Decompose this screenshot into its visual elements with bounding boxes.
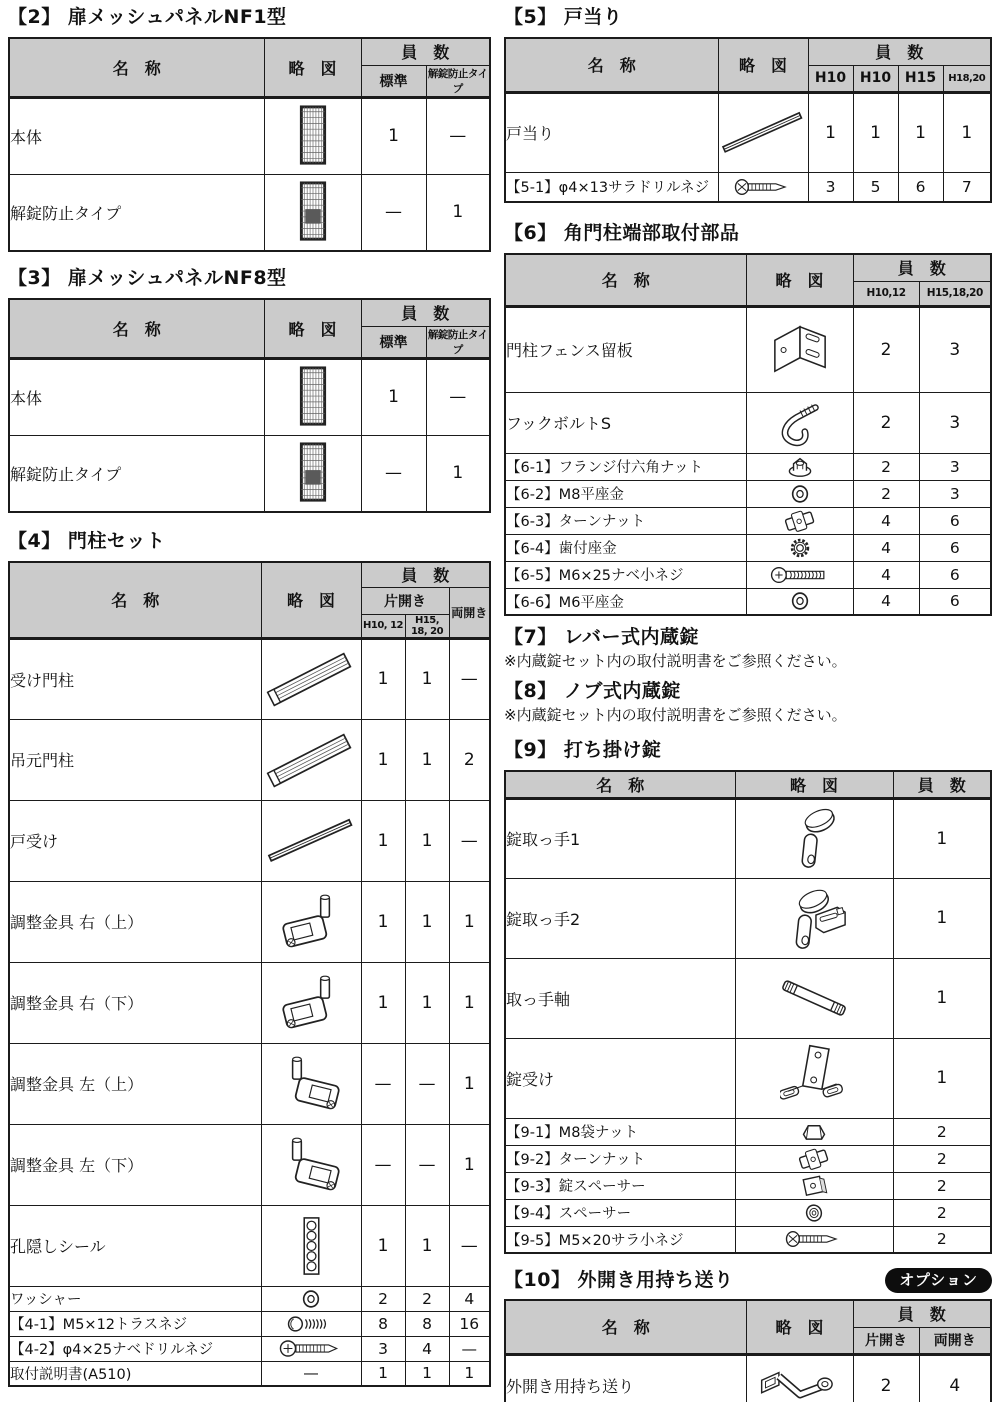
part-name: 【4-1】M5×12トラスネジ: [9, 1311, 261, 1336]
table-row: [9, 800, 490, 881]
qty-cell: 1: [405, 800, 449, 881]
part-name: 錠取っ手2: [505, 878, 735, 958]
part-name: 【9-4】スペーサー: [505, 1199, 735, 1226]
part-name: 戸受け: [9, 800, 261, 881]
qty-cell: 5: [853, 172, 898, 202]
part-name: 調整金具 右（上）: [9, 881, 261, 962]
parts-table-cornerpost: [504, 253, 992, 616]
part-name: 門柱フェンス留板: [505, 306, 746, 392]
col-header-diagram: 略 図: [264, 38, 361, 97]
lock-handle-1-icon: [735, 798, 893, 878]
col-header-h10a: H10: [808, 65, 853, 92]
section-7-title: 【7】 レバー式内蔵錠: [504, 626, 700, 648]
section-5-title: 【5】 戸当り: [504, 6, 623, 28]
table-row: [9, 1361, 490, 1386]
table-row: [9, 1286, 490, 1311]
qty-cell: 1: [449, 881, 490, 962]
qty-cell: —: [361, 1124, 405, 1205]
carry-arm-icon: [746, 1354, 853, 1402]
col-header-qty: 員 数: [361, 299, 490, 326]
header-row: [505, 38, 991, 65]
qty-cell: 1: [361, 358, 426, 435]
table-row: [9, 174, 490, 251]
qty-cell: 1: [405, 1361, 449, 1386]
qty-cell: 4: [919, 1354, 991, 1402]
section-6-title: 【6】 角門柱端部取付部品: [504, 222, 740, 244]
left-column: [8, 4, 491, 1387]
qty-cell: 1: [405, 962, 449, 1043]
col-header-h10-12: H10,12: [853, 281, 919, 306]
qty-cell: 1: [361, 97, 426, 174]
part-name: フックボルトS: [505, 392, 746, 453]
col-header-h15-18-20: H15, 18, 20: [405, 614, 449, 638]
section-4-title: 【4】 門柱セット: [8, 530, 166, 552]
col-header-name: 名 称: [9, 38, 264, 97]
table-row: [505, 1226, 991, 1253]
part-name: 孔隠しシール: [9, 1205, 261, 1286]
qty-cell: 6: [898, 172, 943, 202]
qty-cell: 6: [919, 507, 991, 534]
table-row: [9, 638, 490, 719]
qty-cell: 2: [853, 1354, 919, 1402]
section-8-title: 【8】 ノブ式内蔵錠: [504, 680, 681, 702]
qty-cell: 4: [853, 534, 919, 561]
col-header-qty: 員 数: [893, 771, 991, 798]
table-row: [505, 534, 991, 561]
col-header-h10b: H10: [853, 65, 898, 92]
flat-washer-icon: [746, 588, 853, 615]
qty-cell: 6: [919, 561, 991, 588]
qty-cell: —: [426, 97, 490, 174]
part-name: 【6-4】歯付座金: [505, 534, 746, 561]
qty-cell: 1: [943, 92, 991, 172]
header-row: [505, 254, 991, 281]
qty-cell: 1: [361, 1205, 405, 1286]
square-post-icon: [261, 719, 361, 800]
table-row: [505, 92, 991, 172]
qty-cell: 3: [919, 453, 991, 480]
flat-washer-icon: [746, 480, 853, 507]
qty-cell: 1: [449, 962, 490, 1043]
col-header-qty: 員 数: [853, 1300, 991, 1327]
qty-cell: 3: [808, 172, 853, 202]
col-header-qty: 員 数: [361, 38, 490, 65]
part-name: 錠取っ手1: [505, 798, 735, 878]
qty-cell: —: [449, 638, 490, 719]
qty-cell: 1: [426, 435, 490, 512]
part-name: ワッシャー: [9, 1286, 261, 1311]
table-row: [9, 962, 490, 1043]
section-3-title: 【3】 扉メッシュパネルNF8型: [8, 267, 287, 289]
qty-cell: —: [405, 1124, 449, 1205]
table-row: [9, 1124, 490, 1205]
qty-cell: —: [361, 435, 426, 512]
qty-cell: 6: [919, 534, 991, 561]
table-row: [505, 1145, 991, 1172]
qty-cell: 3: [919, 392, 991, 453]
part-name: 【9-1】M8袋ナット: [505, 1118, 735, 1145]
col-header-single: 片開き: [361, 587, 449, 614]
table-row: [505, 453, 991, 480]
qty-cell: —: [449, 1205, 490, 1286]
parts-table-doorstop: [504, 37, 992, 203]
handle-shaft-icon: [735, 958, 893, 1038]
qty-cell: 1: [361, 881, 405, 962]
table-row: [9, 1311, 490, 1336]
col-header-qty: 員 数: [808, 38, 991, 65]
col-header-diagram: 略 図: [746, 254, 853, 306]
square-spacer-icon: [735, 1172, 893, 1199]
col-header-diagram: 略 図: [718, 38, 808, 92]
no-diagram-dash: —: [261, 1361, 361, 1386]
col-header-diagram: 略 図: [746, 1300, 853, 1354]
table-row: [9, 881, 490, 962]
table-row: [505, 1354, 991, 1402]
square-post-icon: [261, 638, 361, 719]
table-row: [505, 392, 991, 453]
section-10-title: 【10】 外開き用持ち送り: [504, 1269, 734, 1291]
pan-screw-icon: [746, 561, 853, 588]
table-row: [9, 719, 490, 800]
table-row: [505, 561, 991, 588]
qty-cell: 4: [853, 561, 919, 588]
table-row: [505, 588, 991, 615]
qty-cell: 1: [449, 1124, 490, 1205]
col-header-h10-12: H10, 12: [361, 614, 405, 638]
section-7-note: ※内蔵錠セット内の取付説明書をご参照ください。: [504, 652, 847, 670]
part-name: 吊元門柱: [9, 719, 261, 800]
qty-cell: 3: [919, 480, 991, 507]
section-9-title: 【9】 打ち掛け錠: [504, 739, 662, 761]
qty-cell: 1: [361, 1361, 405, 1386]
parts-table-gatepost: [8, 561, 491, 1387]
table-row: [9, 435, 490, 512]
qty-cell: 2: [893, 1145, 991, 1172]
col-header-name: 名 称: [505, 771, 735, 798]
part-name: 解錠防止タイプ: [9, 435, 264, 512]
header-row: [9, 38, 490, 65]
parts-table-nf1: [8, 37, 491, 252]
part-name: 受け門柱: [9, 638, 261, 719]
table-row: [9, 358, 490, 435]
adjust-bracket-left-icon: [261, 1124, 361, 1205]
header-row: [9, 562, 490, 587]
section-8-note: ※内蔵錠セット内の取付説明書をご参照ください。: [504, 706, 847, 724]
qty-cell: 1: [426, 174, 490, 251]
qty-cell: —: [449, 1336, 490, 1361]
col-header-h15-18-20: H15,18,20: [919, 281, 991, 306]
col-header-name: 名 称: [9, 562, 261, 638]
cap-nut-icon: [735, 1118, 893, 1145]
part-name: 【6-2】M8平座金: [505, 480, 746, 507]
qty-cell: 2: [853, 480, 919, 507]
qty-cell: 2: [893, 1226, 991, 1253]
table-row: [505, 172, 991, 202]
thin-rail-icon: [718, 92, 808, 172]
part-name: 調整金具 右（下）: [9, 962, 261, 1043]
adjust-bracket-left-icon: [261, 1043, 361, 1124]
qty-cell: 2: [405, 1286, 449, 1311]
table-row: [505, 1118, 991, 1145]
qty-cell: 2: [361, 1286, 405, 1311]
parts-table-outswing: [504, 1299, 992, 1402]
part-name: 【4-2】φ4×25ナベドリルネジ: [9, 1336, 261, 1361]
table-row: [505, 480, 991, 507]
qty-cell: —: [426, 358, 490, 435]
angle-plate-icon: [746, 306, 853, 392]
adjust-bracket-right-icon: [261, 962, 361, 1043]
part-name: 錠受け: [505, 1038, 735, 1118]
col-header-diagram: 略 図: [261, 562, 361, 638]
qty-cell: 3: [919, 306, 991, 392]
table-row: [505, 1038, 991, 1118]
parts-table-nf8: [8, 298, 491, 513]
qty-cell: 1: [405, 881, 449, 962]
table-row: [9, 1336, 490, 1361]
table-row: [505, 878, 991, 958]
qty-cell: 2: [449, 719, 490, 800]
washer-icon: [261, 1286, 361, 1311]
qty-cell: 1: [361, 638, 405, 719]
qty-cell: 16: [449, 1311, 490, 1336]
parts-table-latchlock: [504, 770, 992, 1254]
part-name: 【9-5】M5×20サラ小ネジ: [505, 1226, 735, 1253]
qty-cell: 2: [853, 392, 919, 453]
part-name: 本体: [9, 97, 264, 174]
mesh-panel-dark-icon: [264, 174, 361, 251]
qty-cell: 8: [361, 1311, 405, 1336]
qty-cell: 1: [361, 962, 405, 1043]
col-header-diagram: 略 図: [264, 299, 361, 358]
qty-cell: —: [449, 800, 490, 881]
header-row: [505, 771, 991, 798]
col-header-standard: 標準: [361, 326, 426, 358]
table-row: [9, 97, 490, 174]
part-name: 本体: [9, 358, 264, 435]
mesh-panel-icon: [264, 97, 361, 174]
mesh-panel-icon: [264, 358, 361, 435]
qty-cell: 4: [853, 507, 919, 534]
part-name: 【9-3】錠スペーサー: [505, 1172, 735, 1199]
qty-cell: 8: [405, 1311, 449, 1336]
sara-drill-screw-icon: [718, 172, 808, 202]
col-header-h15: H15: [898, 65, 943, 92]
qty-cell: 4: [853, 588, 919, 615]
qty-cell: 2: [853, 306, 919, 392]
part-name: 外開き用持ち送り: [505, 1354, 746, 1402]
qty-cell: 4: [449, 1286, 490, 1311]
section-2-title: 【2】 扉メッシュパネルNF1型: [8, 6, 287, 28]
hook-bolt-icon: [746, 392, 853, 453]
qty-cell: 1: [405, 1205, 449, 1286]
col-header-h18-20: H18,20: [943, 65, 991, 92]
adjust-bracket-right-icon: [261, 881, 361, 962]
table-row: [505, 1199, 991, 1226]
header-row: [9, 299, 490, 326]
qty-cell: 1: [893, 878, 991, 958]
col-header-qty: 員 数: [361, 562, 490, 587]
qty-cell: 1: [893, 1038, 991, 1118]
col-header-name: 名 称: [505, 254, 746, 306]
header-row: [505, 1300, 991, 1327]
part-name: 【5-1】φ4×13サラドリルネジ: [505, 172, 718, 202]
table-row: [9, 1043, 490, 1124]
drill-screw-icon: [261, 1336, 361, 1361]
striker-plate-icon: [735, 1038, 893, 1118]
qty-cell: 1: [361, 719, 405, 800]
qty-cell: 7: [943, 172, 991, 202]
col-header-double: 両開き: [449, 587, 490, 638]
qty-cell: —: [361, 174, 426, 251]
thin-rail-icon: [261, 800, 361, 881]
qty-cell: 1: [449, 1361, 490, 1386]
qty-cell: 1: [361, 800, 405, 881]
col-header-antiunlock: 解錠防止タイプ: [426, 326, 490, 358]
part-name: 【6-3】ターンナット: [505, 507, 746, 534]
mesh-panel-dark-icon: [264, 435, 361, 512]
col-header-standard: 標準: [361, 65, 426, 97]
part-name: 【6-6】M6平座金: [505, 588, 746, 615]
part-name: 【6-1】フランジ付六角ナット: [505, 453, 746, 480]
part-name: 解錠防止タイプ: [9, 174, 264, 251]
ring-spacer-icon: [735, 1199, 893, 1226]
lock-handle-2-icon: [735, 878, 893, 958]
table-row: [505, 1172, 991, 1199]
qty-cell: 4: [405, 1336, 449, 1361]
turn-nut-icon: [735, 1145, 893, 1172]
qty-cell: 1: [405, 719, 449, 800]
col-header-name: 名 称: [505, 38, 718, 92]
part-name: 調整金具 左（上）: [9, 1043, 261, 1124]
col-header-single: 片開き: [853, 1327, 919, 1354]
part-name: 【6-5】M6×25ナベ小ネジ: [505, 561, 746, 588]
qty-cell: 1: [405, 638, 449, 719]
part-name: 戸当り: [505, 92, 718, 172]
turn-nut-icon: [746, 507, 853, 534]
option-badge: オプション: [885, 1268, 992, 1293]
table-row: [505, 507, 991, 534]
right-column: [504, 4, 992, 1402]
qty-cell: —: [361, 1043, 405, 1124]
table-row: [505, 958, 991, 1038]
col-header-diagram: 略 図: [735, 771, 893, 798]
table-row: [505, 798, 991, 878]
qty-cell: 1: [893, 958, 991, 1038]
qty-cell: 1: [808, 92, 853, 172]
col-header-qty: 員 数: [853, 254, 991, 281]
qty-cell: 1: [893, 798, 991, 878]
qty-cell: 2: [893, 1172, 991, 1199]
sara-screw-icon: [735, 1226, 893, 1253]
truss-screw-icon: [261, 1311, 361, 1336]
part-name: 【9-2】ターンナット: [505, 1145, 735, 1172]
qty-cell: 2: [893, 1118, 991, 1145]
tooth-washer-icon: [746, 534, 853, 561]
part-name: 調整金具 左（下）: [9, 1124, 261, 1205]
qty-cell: 2: [853, 453, 919, 480]
flange-nut-icon: [746, 453, 853, 480]
part-name: 取付説明書(A510): [9, 1361, 261, 1386]
qty-cell: 2: [893, 1199, 991, 1226]
table-row: [9, 1205, 490, 1286]
qty-cell: 1: [898, 92, 943, 172]
col-header-name: 名 称: [505, 1300, 746, 1354]
col-header-name: 名 称: [9, 299, 264, 358]
qty-cell: 1: [449, 1043, 490, 1124]
col-header-antiunlock: 解錠防止タイプ: [426, 65, 490, 97]
qty-cell: 6: [919, 588, 991, 615]
qty-cell: —: [405, 1043, 449, 1124]
part-name: 取っ手軸: [505, 958, 735, 1038]
qty-cell: 1: [853, 92, 898, 172]
col-header-double: 両開き: [919, 1327, 991, 1354]
hole-seal-strip-icon: [261, 1205, 361, 1286]
qty-cell: 3: [361, 1336, 405, 1361]
table-row: [505, 306, 991, 392]
